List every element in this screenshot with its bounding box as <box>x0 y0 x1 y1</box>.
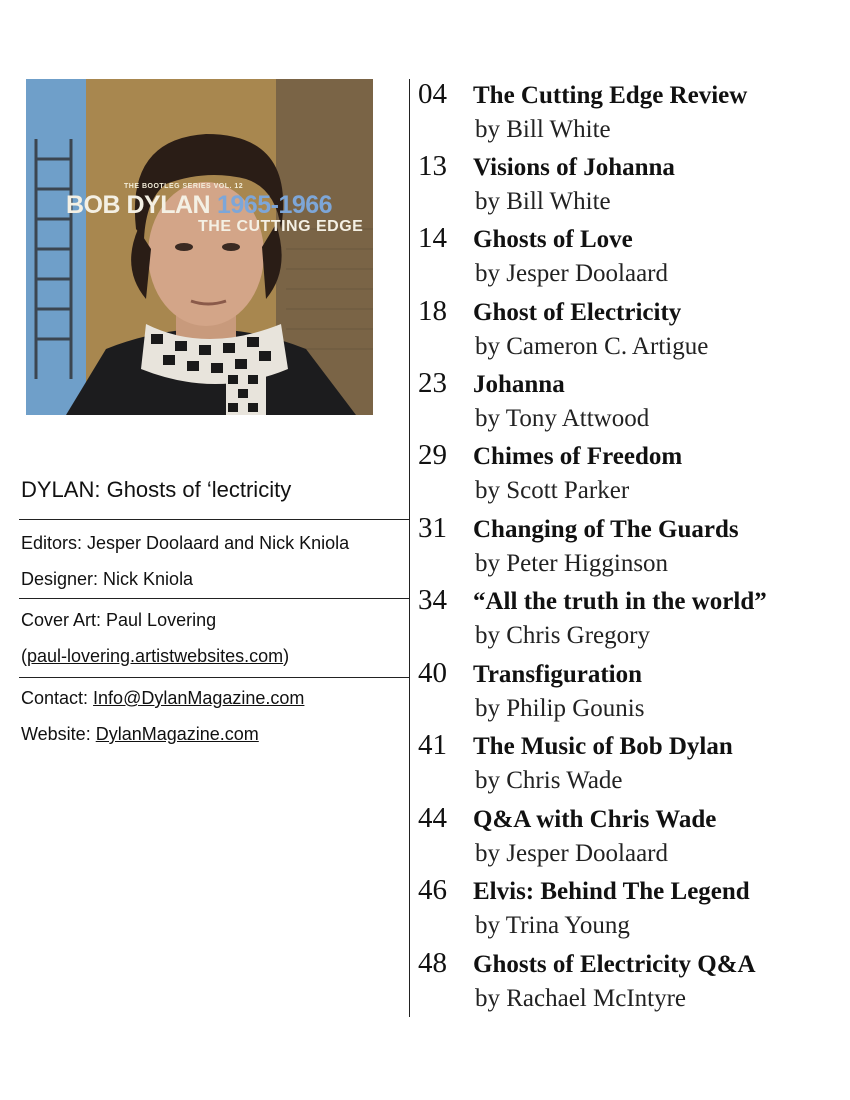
cover-years: 1965-1966 <box>217 191 333 219</box>
toc-entry[interactable] <box>418 222 843 294</box>
toc-page-number: 18 <box>418 295 447 327</box>
toc-article-author: by Bill White <box>475 116 611 143</box>
toc-article-title: Ghost of Electricity <box>473 299 682 326</box>
divider-rule <box>19 677 410 678</box>
paren-open: ( <box>21 646 27 666</box>
toc-article-title: Elvis: Behind The Legend <box>473 878 750 905</box>
toc-article-title: Q&A with Chris Wade <box>473 806 717 833</box>
cover-art-website-link[interactable]: paul-lovering.artistwebsites.com <box>27 646 284 666</box>
toc-page-number: 13 <box>418 150 447 182</box>
toc-article-title: Visions of Johanna <box>473 154 675 181</box>
divider-rule <box>19 519 410 520</box>
website-label: Website: <box>21 724 96 744</box>
toc-entry[interactable] <box>418 657 843 729</box>
toc-entry[interactable] <box>418 729 843 801</box>
toc-article-title: Ghosts of Electricity Q&A <box>473 951 756 978</box>
album-cover-image <box>26 79 373 415</box>
toc-entry[interactable] <box>418 78 843 150</box>
toc-article-author: by Rachael McIntyre <box>475 985 687 1012</box>
contact-label: Contact: <box>21 688 94 708</box>
cover-art-website-line <box>21 646 289 667</box>
toc-article-author: by Jesper Doolaard <box>475 260 668 287</box>
toc-article-author: by Tony Attwood <box>475 405 650 432</box>
toc-page-number: 29 <box>418 439 447 471</box>
toc-entry[interactable] <box>418 802 843 874</box>
cover-artist-name: BOB DYLAN <box>66 191 211 219</box>
toc-page-number: 31 <box>418 512 447 544</box>
toc-page-number: 48 <box>418 947 447 979</box>
toc-page-number: 44 <box>418 802 447 834</box>
toc-article-author: by Philip Gounis <box>475 695 645 722</box>
toc-article-author: by Jesper Doolaard <box>475 840 668 867</box>
toc-entry[interactable] <box>418 512 843 584</box>
column-divider <box>409 79 410 1017</box>
paren-close: ) <box>283 646 290 666</box>
toc-article-author: by Trina Young <box>475 912 630 939</box>
toc-article-title: Johanna <box>473 371 565 398</box>
toc-page-number: 40 <box>418 657 447 689</box>
toc-entry[interactable] <box>418 439 843 511</box>
website-line <box>21 724 259 745</box>
cover-album-subtitle: THE CUTTING EDGE <box>198 218 364 235</box>
contact-line <box>21 688 304 709</box>
toc-article-title: Changing of The Guards <box>473 516 739 543</box>
toc-entry[interactable] <box>418 150 843 222</box>
editors-credit: Editors: Jesper Doolaard and Nick Kniola <box>21 533 350 553</box>
toc-page-number: 14 <box>418 222 447 254</box>
toc-page-number: 41 <box>418 729 447 761</box>
cover-illustration <box>26 79 373 415</box>
magazine-title: DYLAN: Ghosts of ‘lectricity <box>21 477 292 502</box>
toc-article-title: Transfiguration <box>473 661 642 688</box>
cover-series-label: THE BOOTLEG SERIES VOL. 12 <box>124 183 244 190</box>
toc-article-title: The Music of Bob Dylan <box>473 733 733 760</box>
toc-article-title: The Cutting Edge Review <box>473 82 748 109</box>
cover-art-credit: Cover Art: Paul Lovering <box>21 610 217 630</box>
toc-article-title: Ghosts of Love <box>473 226 633 253</box>
toc-entry[interactable] <box>418 295 843 367</box>
toc-article-author: by Bill White <box>475 188 611 215</box>
toc-page-number: 34 <box>418 584 447 616</box>
divider-rule <box>19 598 410 599</box>
toc-article-author: by Chris Gregory <box>475 622 650 649</box>
toc-article-title: “All the truth in the world” <box>473 588 767 615</box>
contact-email-link[interactable]: Info@DylanMagazine.com <box>93 688 305 708</box>
toc-article-author: by Peter Higginson <box>475 550 669 577</box>
toc-entry[interactable] <box>418 584 843 656</box>
toc-article-author: by Cameron C. Artigue <box>475 333 709 360</box>
website-link[interactable]: DylanMagazine.com <box>95 724 259 744</box>
toc-page-number: 46 <box>418 874 447 906</box>
toc-entry[interactable] <box>418 947 843 1019</box>
toc-article-author: by Chris Wade <box>475 767 623 794</box>
designer-credit: Designer: Nick Kniola <box>21 569 194 589</box>
toc-entry[interactable] <box>418 367 843 439</box>
toc-article-author: by Scott Parker <box>475 477 630 504</box>
toc-article-title: Chimes of Freedom <box>473 443 683 470</box>
toc-entry[interactable] <box>418 874 843 946</box>
toc-page-number: 23 <box>418 367 447 399</box>
toc-page-number: 04 <box>418 78 447 110</box>
